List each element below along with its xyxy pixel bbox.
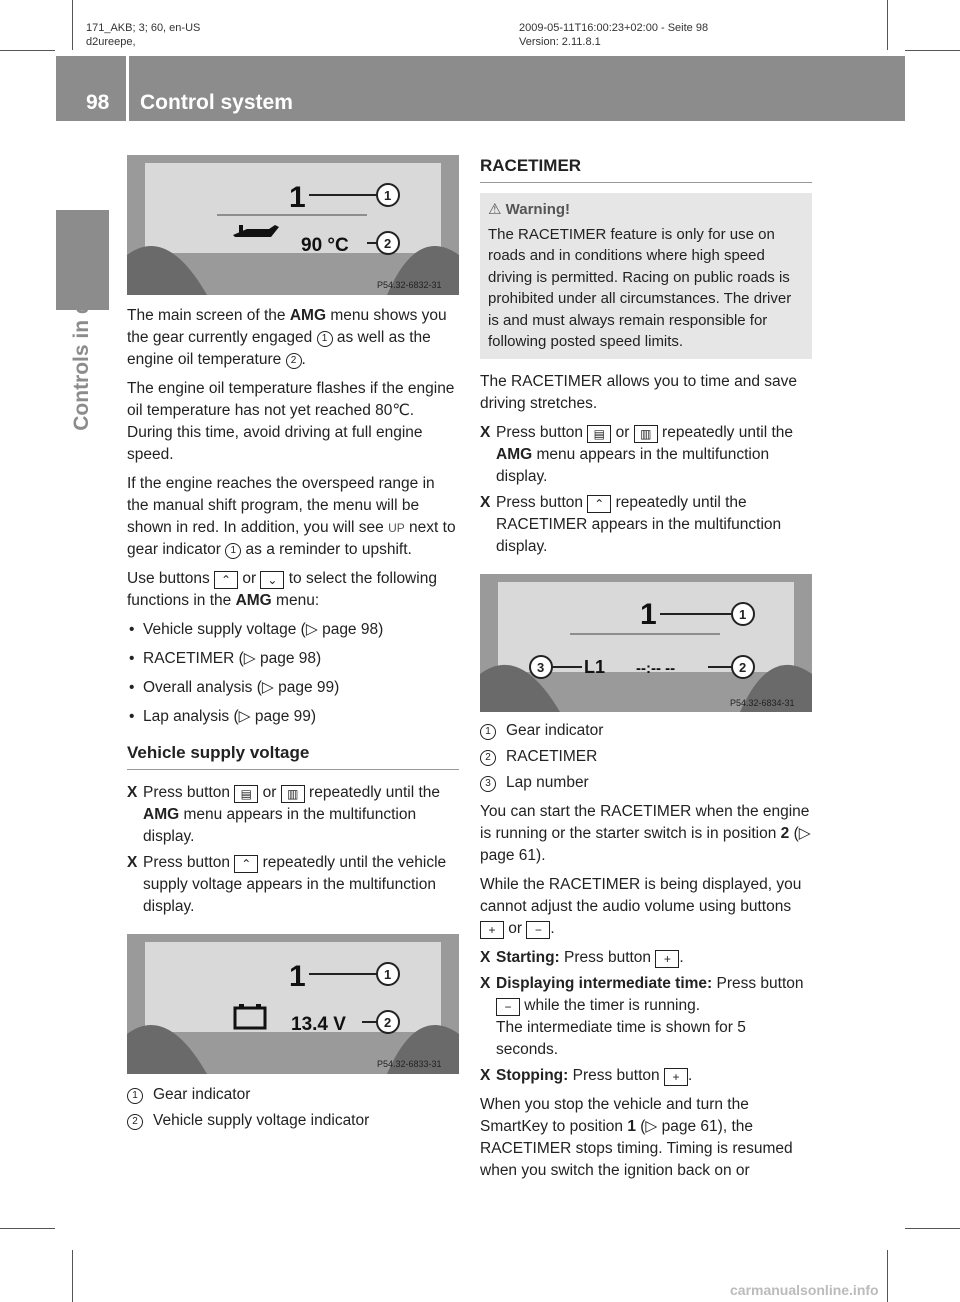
callout-ref: 2 <box>286 353 302 369</box>
instruction-step: X Stopping: Press button + . <box>480 1066 693 1084</box>
crop-mark <box>0 1228 55 1229</box>
page-title: Control system <box>140 91 293 114</box>
list-item: • Lap analysis (▷ page 99) <box>127 706 459 728</box>
display-menu-alt-icon: ▥ <box>634 425 658 443</box>
paragraph: When you stop the vehicle and turn the SmartKey to position 1 (▷ page 61), the RACETIMER stops timing. Timing is resumed when you switch the ignition back on or <box>480 1095 793 1179</box>
callout-number: 2 <box>384 236 392 251</box>
side-tab-label: Controls in detail <box>70 259 93 431</box>
callout-number: 3 <box>537 659 545 675</box>
display-menu-icon: ▤ <box>234 785 258 803</box>
left-column <box>127 155 459 1136</box>
callout-number: 1 <box>739 606 747 622</box>
legend-item: 1 Gear indicator <box>480 720 812 742</box>
legend-item: 2 Vehicle supply voltage indicator <box>127 1110 459 1132</box>
section-heading-voltage: Vehicle supply voltage <box>127 742 459 770</box>
warning-text: The RACETIMER feature is only for use on roads and in conditions where high speed driving is permitted. Racing on public roads is prohibited under all circumstances. The driver is and must always remain responsible for following posted speed limits. <box>488 225 792 350</box>
instruction-step: X Press button ⌃ repeatedly until the vehicle supply voltage appears in the multifunction display. <box>127 854 447 915</box>
instruction-step: X Displaying intermediate time: Press button − while the timer is running. The intermediate time is shown for 5 seconds. <box>480 973 812 1061</box>
instruction-step: X Press button ⌃ repeatedly until the RACETIMER appears in the multifunction display. <box>480 493 782 555</box>
header-divider <box>126 56 129 121</box>
crop-mark <box>887 0 888 50</box>
crop-mark <box>72 1250 73 1302</box>
warning-title: ⚠ Warning! <box>488 201 571 218</box>
callout-number: 1 <box>384 188 392 203</box>
plus-button-icon: + <box>655 950 679 968</box>
paragraph: You can start the RACETIMER when the engine is running or the starter switch is in position 2 (▷ page 61). <box>480 802 811 864</box>
crop-mark <box>905 1228 960 1229</box>
figure-supply-voltage <box>127 934 459 1074</box>
callout-number: 1 <box>384 967 392 982</box>
list-item: • Vehicle supply voltage (▷ page 98) <box>127 619 459 641</box>
print-meta-right-1: 2009-05-11T16:00:23+02:00 - Seite 98 <box>519 22 709 34</box>
print-meta-left-2: d2ureepe, <box>86 36 136 48</box>
plus-button-icon: + <box>664 1068 688 1086</box>
arrow-down-button-icon: ⌄ <box>260 571 284 589</box>
instruction-step: X Starting: Press button + . <box>480 948 684 966</box>
minus-button-icon: − <box>526 921 550 939</box>
arrow-up-button-icon: ⌃ <box>587 495 611 513</box>
fig1-temperature: 90 °C <box>301 235 349 256</box>
crop-mark <box>72 0 73 50</box>
fig3-code: P54.32-6834-31 <box>730 697 795 708</box>
instruction-step: X Press button ▤ or ▥ repeatedly until the AMG menu appears in the multifunction display. <box>480 423 794 485</box>
warning-triangle-icon: ⚠ <box>488 201 506 218</box>
paragraph: Use buttons ⌃ or ⌄ to select the following functions in the AMG menu: <box>127 570 437 609</box>
arrow-up-button-icon: ⌃ <box>234 855 258 873</box>
watermark: carmanualsonline.info <box>730 1282 879 1298</box>
callout-ref: 1 <box>317 331 333 347</box>
print-meta-left-1: 171_AKB; 3; 60, en-US <box>86 22 201 34</box>
fig3-gear: 1 <box>640 597 657 631</box>
display-menu-icon: ▤ <box>587 425 611 443</box>
callout-ref: 1 <box>225 543 241 559</box>
warning-box <box>480 193 812 359</box>
paragraph: The main screen of the AMG menu shows you the gear currently engaged 1 as well as the engine oil temperature 2 . <box>127 307 447 368</box>
paragraph: While the RACETIMER is being displayed, you cannot adjust the audio volume using buttons + or − . <box>480 875 802 937</box>
callout-number: 2 <box>384 1015 392 1030</box>
crop-mark <box>0 50 55 51</box>
fig3-time: --:-- -- <box>636 659 676 677</box>
paragraph: The engine oil temperature flashes if the engine oil temperature has not yet reached 80℃. During this time, avoid driving at full engine speed. <box>127 380 455 463</box>
fig1-code: P54.32-6832-31 <box>377 280 442 290</box>
fig2-code: P54.32-6833-31 <box>377 1059 442 1069</box>
callout-number: 2 <box>739 659 747 675</box>
plus-button-icon: + <box>480 921 504 939</box>
legend-item: 3 Lap number <box>480 772 812 794</box>
page-number: 98 <box>86 91 110 114</box>
paragraph: If the engine reaches the overspeed range in the manual shift program, the menu will be shown in red. In addition, you will see UP next to gear indicator 1 as a reminder to upshift. <box>127 475 456 558</box>
list-item: • RACETIMER (▷ page 98) <box>127 648 459 670</box>
section-heading-racetimer: RACETIMER <box>480 155 812 183</box>
legend-item: 1 Gear indicator <box>127 1084 459 1106</box>
paragraph: The RACETIMER allows you to time and save driving stretches. <box>480 372 798 412</box>
figure-racetimer <box>480 574 812 712</box>
print-meta-right-2: Version: 2.11.8.1 <box>519 36 601 48</box>
fig2-voltage: 13.4 V <box>291 1014 346 1035</box>
crop-mark <box>887 1250 888 1302</box>
list-item: • Overall analysis (▷ page 99) <box>127 677 459 699</box>
legend-item: 2 RACETIMER <box>480 746 812 768</box>
step-note: The intermediate time is shown for 5 seconds. <box>496 1018 746 1058</box>
figure-oil-temperature <box>127 155 459 295</box>
fig3-lap: L1 <box>584 656 606 677</box>
right-column <box>480 155 812 1189</box>
arrow-up-button-icon: ⌃ <box>214 571 238 589</box>
display-menu-alt-icon: ▥ <box>281 785 305 803</box>
instruction-step: X Press button ▤ or ▥ repeatedly until the AMG menu appears in the multifunction display. <box>127 784 441 845</box>
crop-mark <box>905 50 960 51</box>
minus-button-icon: − <box>496 998 520 1016</box>
fig1-gear: 1 <box>289 181 306 214</box>
fig2-gear: 1 <box>289 960 306 993</box>
upshift-symbol: UP <box>388 521 405 535</box>
